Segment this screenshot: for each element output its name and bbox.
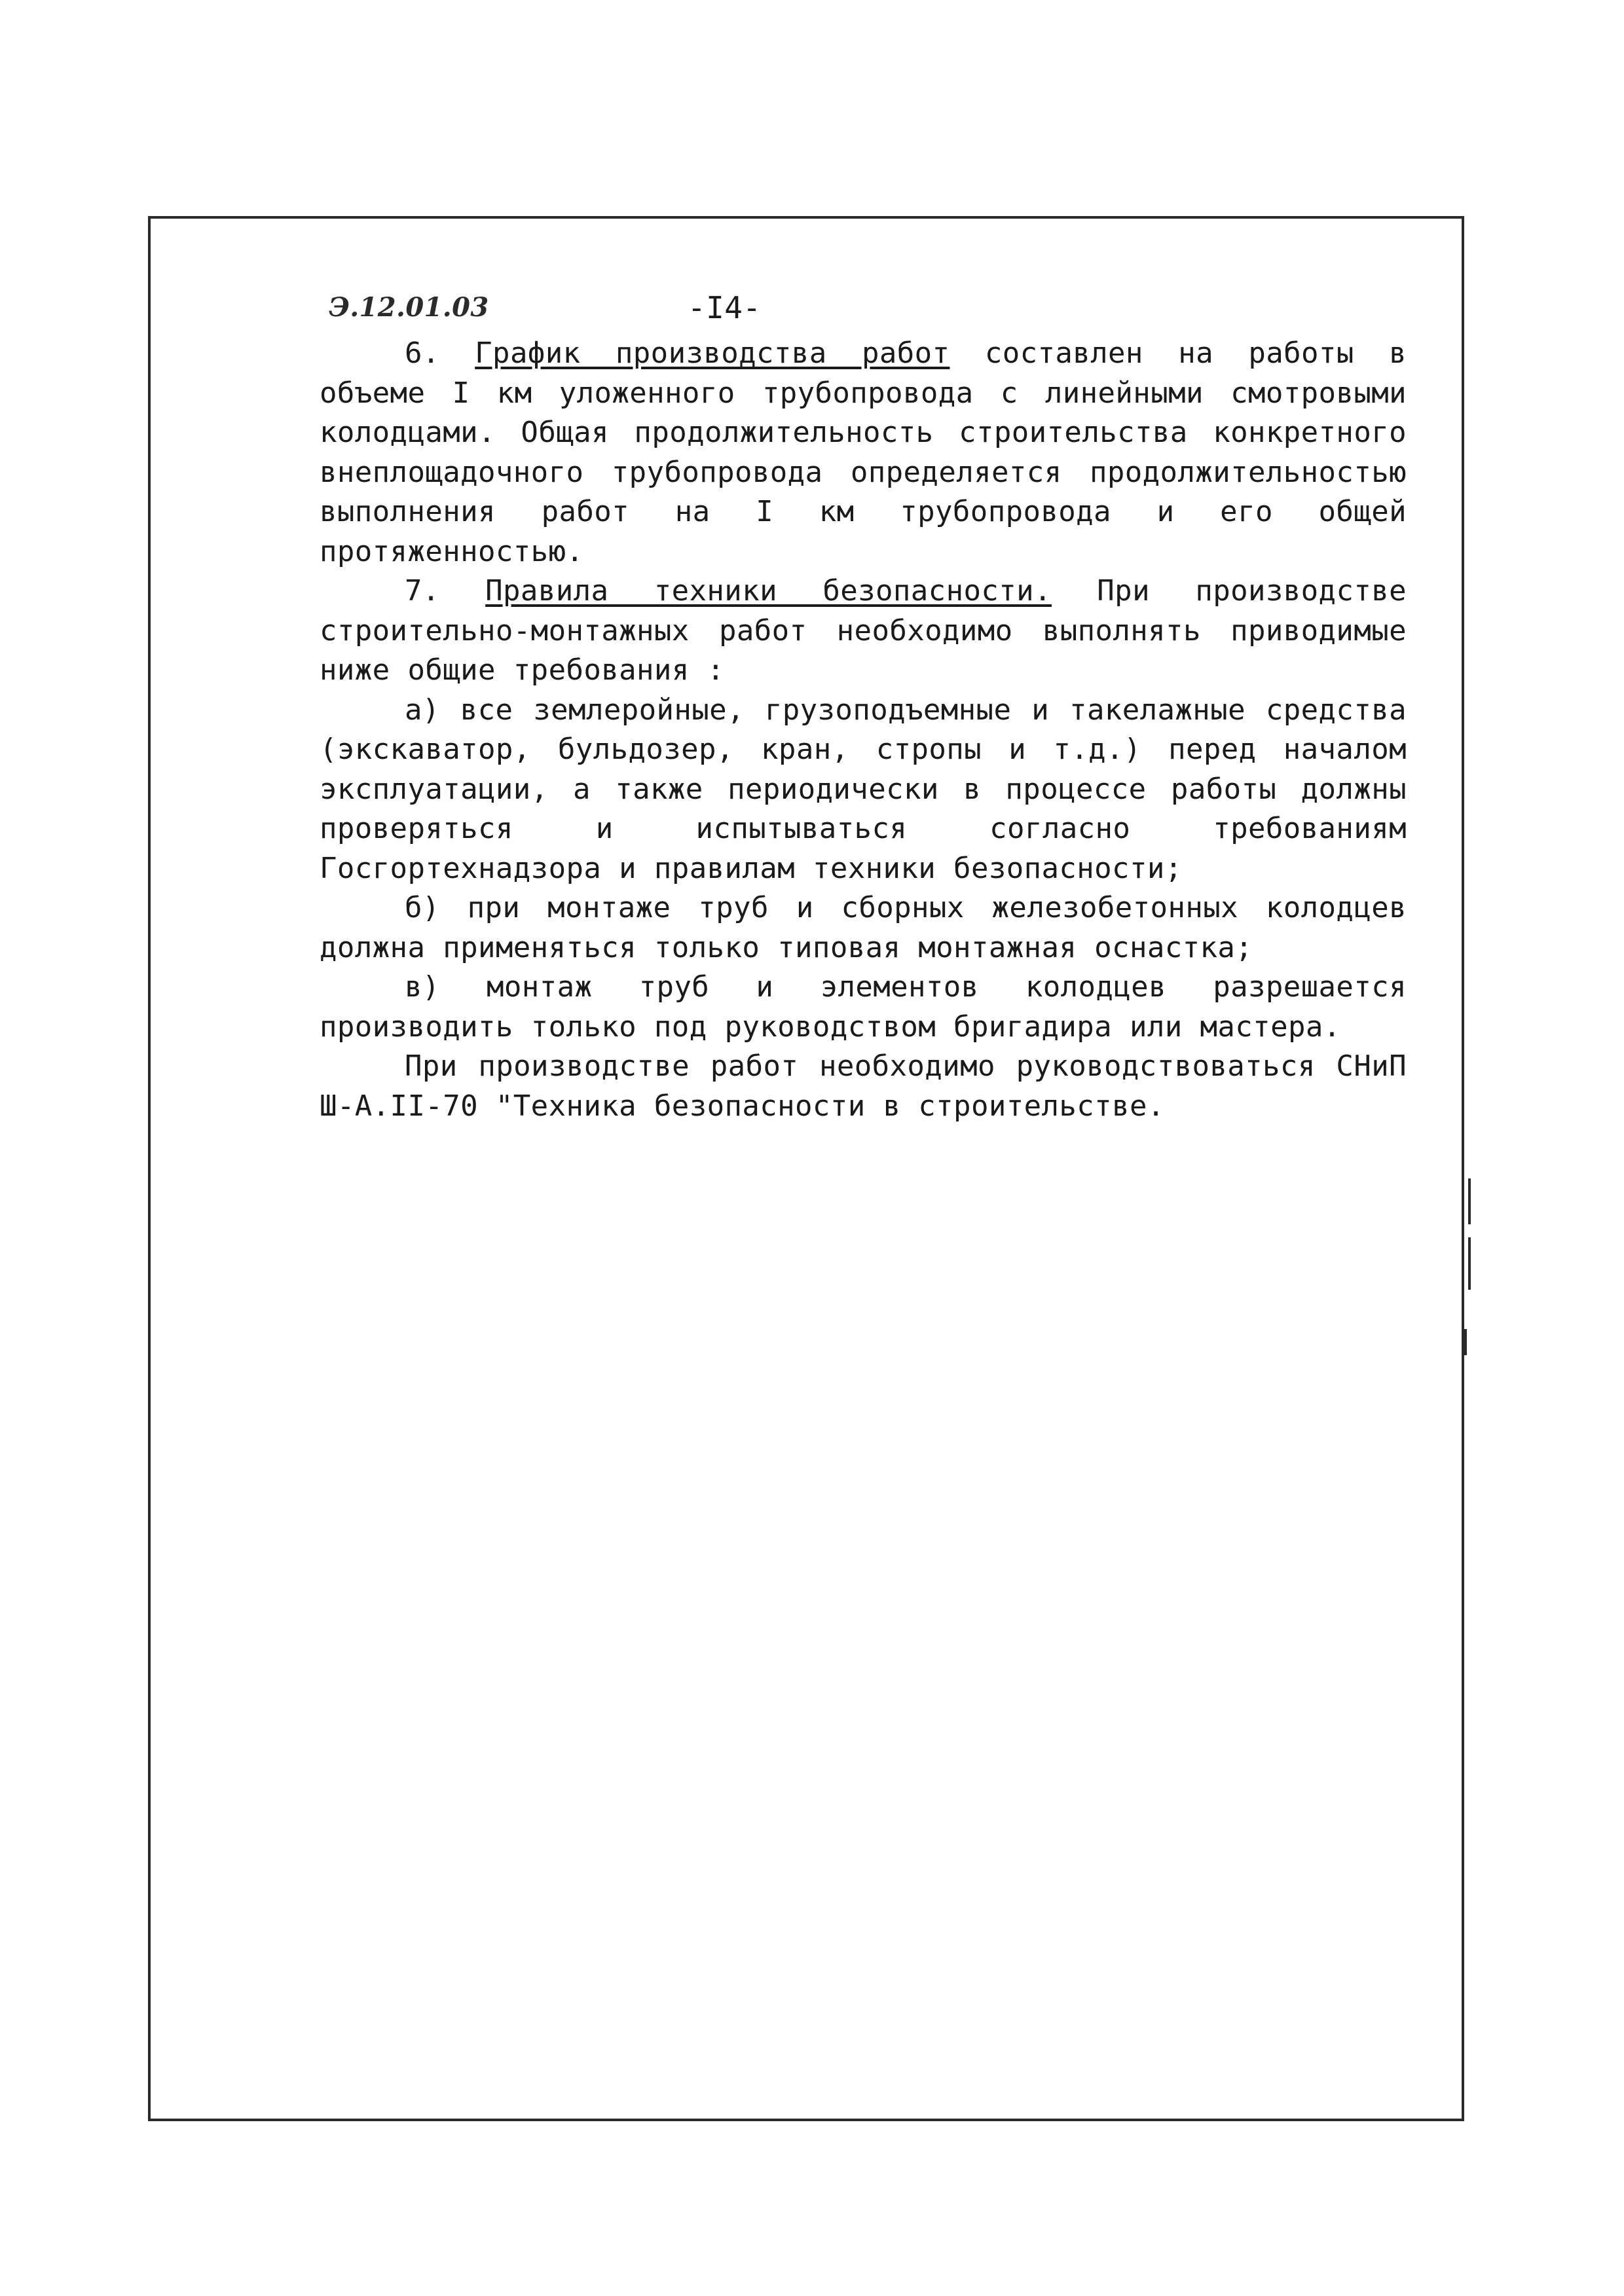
closing-paragraph: При производстве работ необходимо руководствоваться СНиП Ш-А.II-70 "Техника безопасности в строительстве. — [320, 1049, 1407, 1123]
paragraph-6 — [320, 334, 1407, 572]
paragraph-title: Правила техники безопасности. — [485, 574, 1052, 608]
paragraph-text: При производстве строительно-монтажных работ необходимо выполнять приводимые ниже общие требования : — [320, 574, 1407, 687]
paragraph-number: 7. — [405, 574, 440, 608]
margin-mark — [1468, 1237, 1471, 1290]
paragraph-7 — [320, 572, 1407, 691]
document-body — [320, 288, 1407, 1126]
list-item-b: б) при монтаже труб и сборных железобетонных колодцев должна применяться только типовая монтажная оснастка; — [320, 891, 1407, 964]
document-code: Э.12.01.03 — [329, 292, 489, 323]
margin-mark — [1464, 1329, 1467, 1355]
list-item-v: в) монтаж труб и элементов колодцев разрешается производить только под руководством бригадира или мастера. — [320, 970, 1407, 1044]
page-number: -I4- — [688, 290, 762, 325]
paragraph-number: 6. — [405, 337, 440, 370]
margin-mark — [1468, 1178, 1471, 1224]
page-header — [320, 288, 1407, 334]
list-item-a: а) все землеройные, грузоподъемные и такелажные средства (экскаватор, бульдозер, кран, стропы и т.д.) перед началом эксплуатации, а также периодически в процессе работы должны проверяться и испытываться согласно требованиям Госгортехнадзора и правилам техники безопасности; — [320, 693, 1407, 885]
paragraph-title: График производства работ — [475, 337, 950, 370]
paragraph-text: составлен на работы в объеме I км уложенного трубопровода с линейными смотровыми колодцами. Общая продолжительность строительства конкретного внеплощадочного трубопровода определяется продолжительностью выполнения работ на I км трубопровода и его общей протяженностью. — [320, 337, 1407, 568]
